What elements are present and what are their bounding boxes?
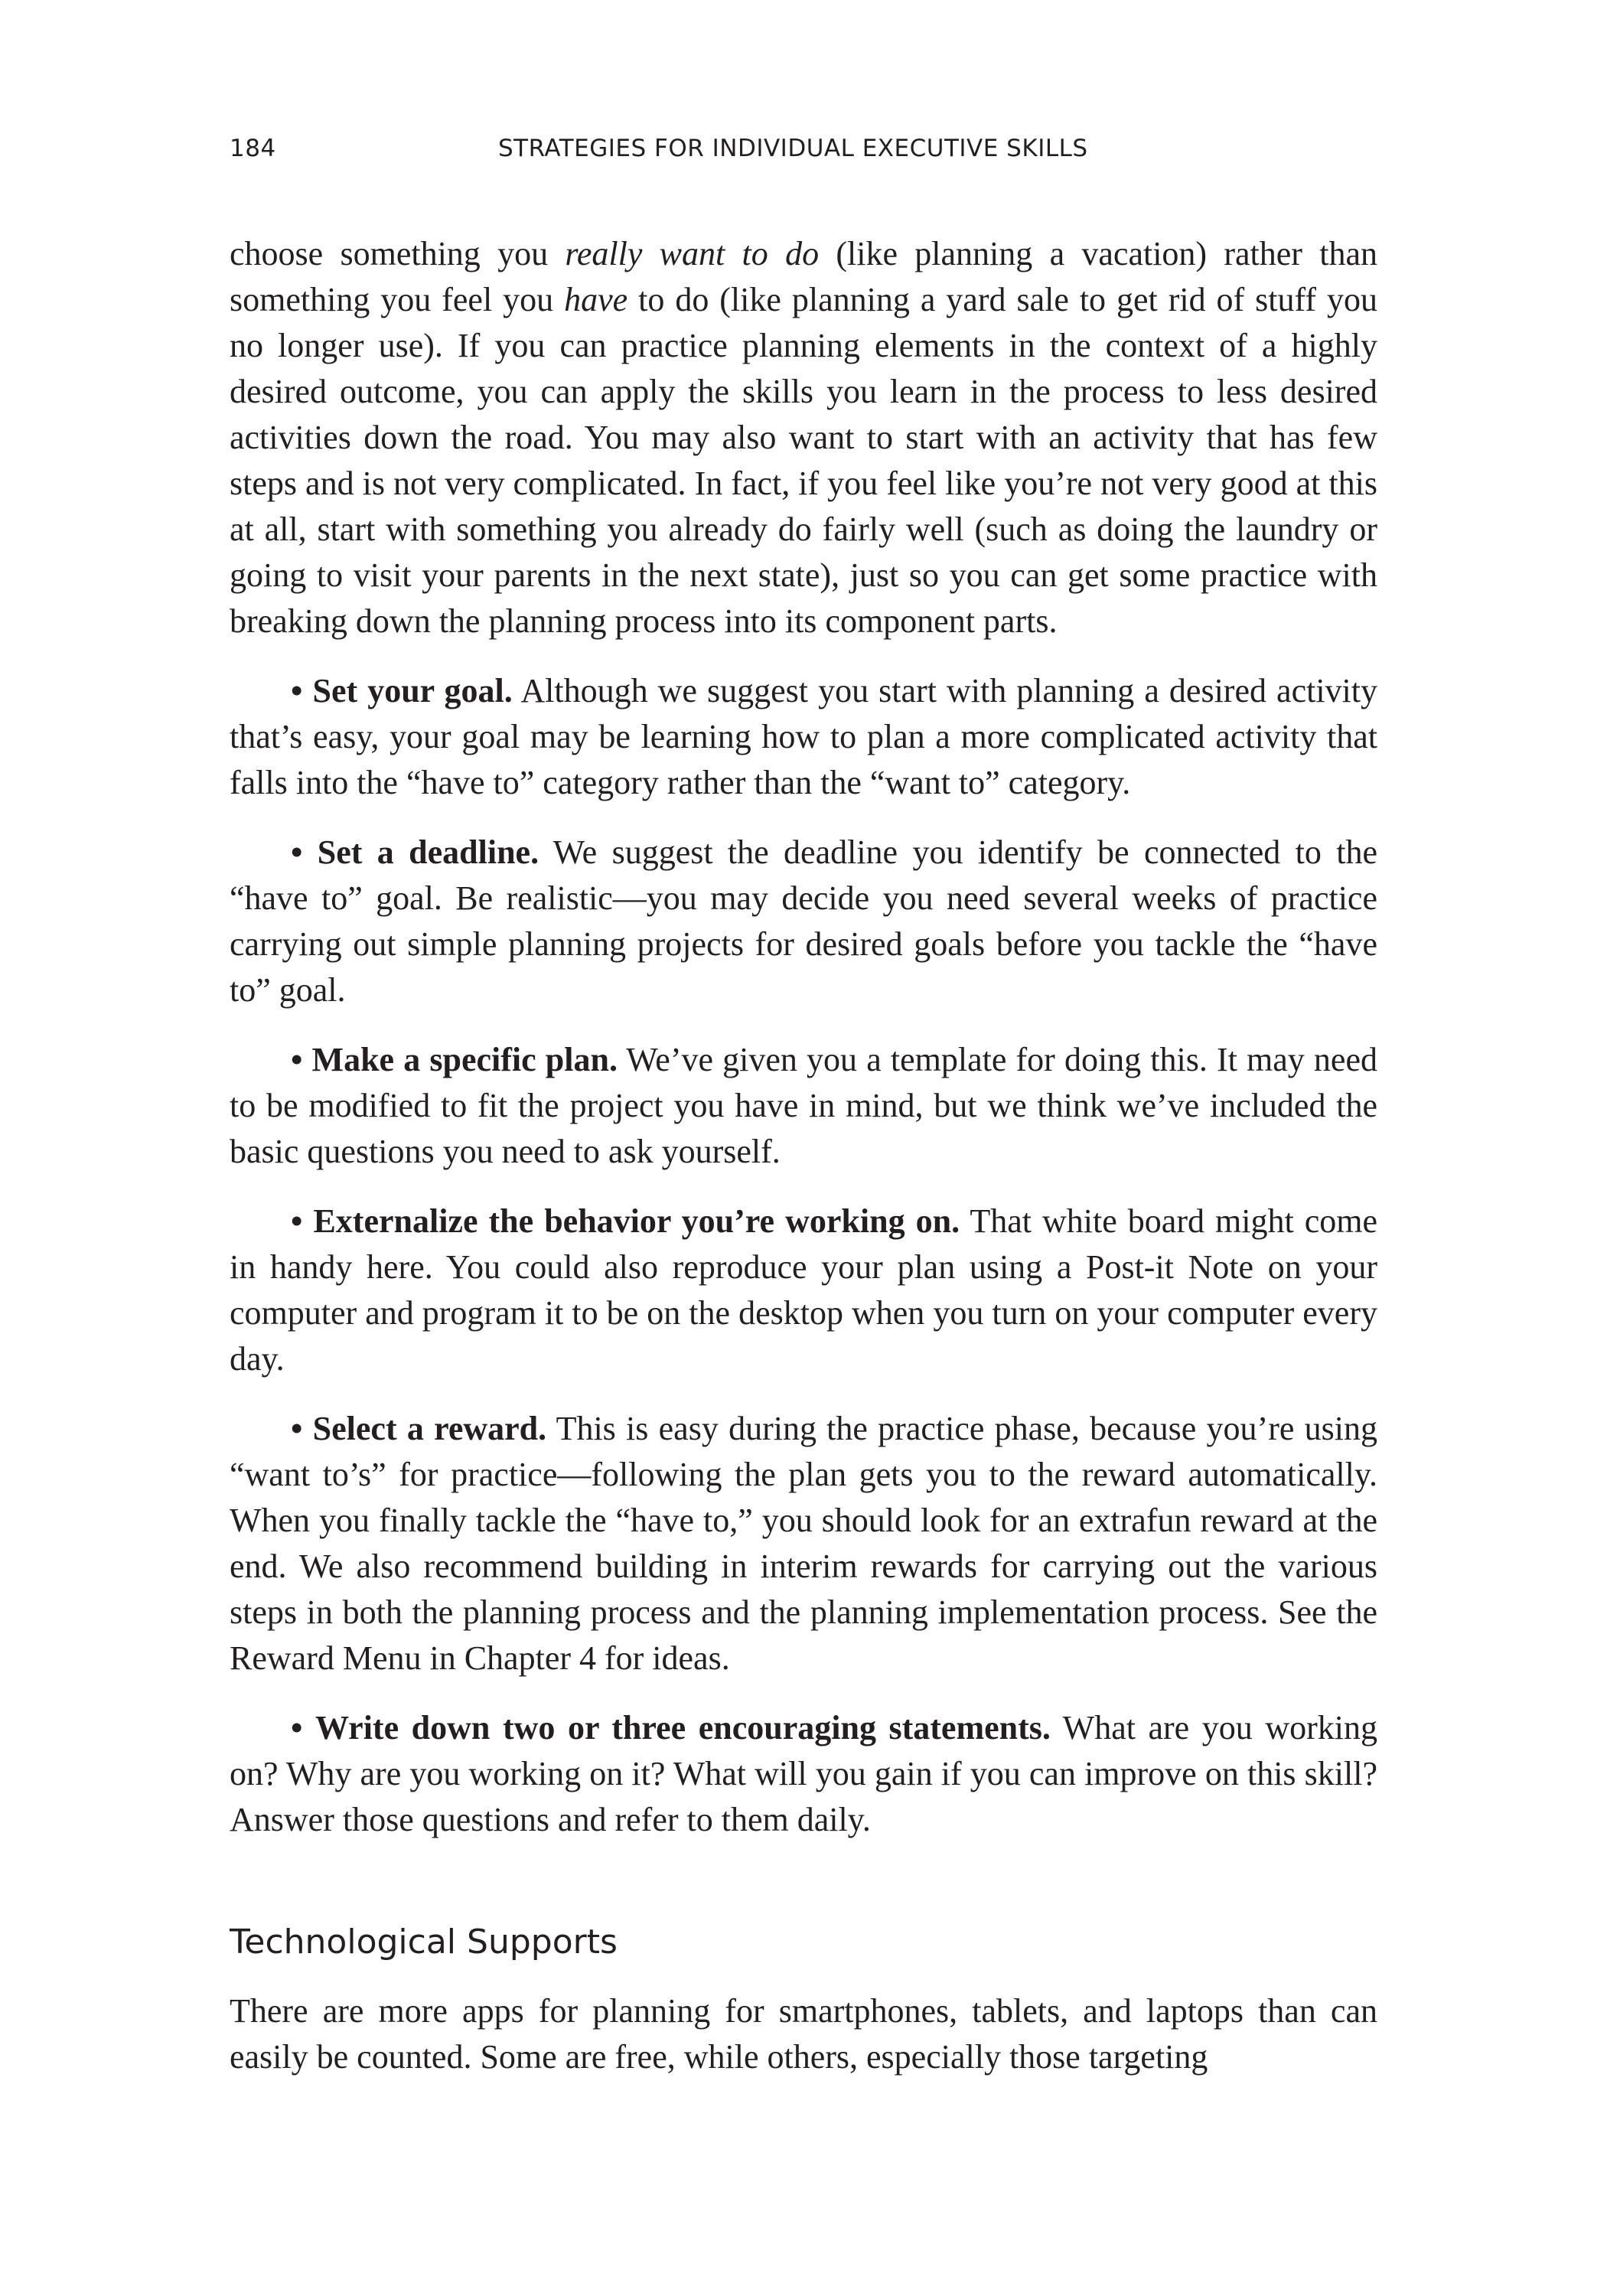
bullet-lead: Set your goal. [312,672,513,709]
bullet-text: We’ve given you a template for doing this. It may need to be modified to fit the project you have in mind, but we think we’ve included the basic questions you need to ask yourself. [230,1041,1377,1170]
bullet-icon: • [291,1202,314,1240]
intro-italic-1: really want to do [565,235,820,272]
page-number: 184 [230,135,276,162]
section-heading: Technological Supports [230,1923,618,1962]
bullet-lead: Make a specific plan. [311,1041,618,1078]
bullet-text: We suggest the deadline you identify be connected to the “have to” goal. Be realistic—you may decide you need several weeks of practice carrying out simple planning projects for desired goals before you tackle the “have to” goal. [230,833,1377,1009]
bullet-icon: • [291,833,318,871]
bullet-icon: • [291,1041,312,1078]
bullet-item-specific-plan [230,1037,1377,1175]
running-head [230,135,1377,181]
intro-italic-2: have [564,281,628,318]
bullet-lead: Externalize the behavior you’re working on. [313,1202,960,1240]
bullet-lead: Set a deadline. [317,833,539,871]
bullet-item-set-deadline [230,830,1377,1013]
bullet-item-externalize [230,1199,1377,1382]
bullet-lead: Select a reward. [312,1410,547,1447]
bullet-text: That white board might come in handy here. You could also reproduce your plan using a Post-it Note on your computer and program it to be on the desktop when you turn on your computer every day. [230,1202,1378,1378]
intro-text-2: (like planning a vacation) rather than something you feel you [230,235,1378,318]
intro-text-1: choose something you [230,235,566,272]
running-title: STRATEGIES FOR INDIVIDUAL EXECUTIVE SKILLS [498,135,1088,162]
bullet-item-encouraging-statements [230,1705,1377,1843]
section-paragraph: There are more apps for planning for smartphones, tablets, and laptops than can easily be counted. Some are free, while others, especially those targeting [230,1992,1377,2076]
bullet-text: What are you working on? Why are you working on it? What will you gain if you can improve on this skill? Answer those questions and refer to them daily. [230,1709,1377,1838]
bullet-lead: Write down two or three encouraging statements. [315,1709,1051,1746]
intro-text-3: to do (like planning a yard sale to get rid of stuff you no longer use). If you can practice planning elements in the context of a highly desired outcome, you can apply the skills you learn in the process to less desired activities down the road. You may also want to start with an activity that has few steps and is not very complicated. In fact, if you feel like you’re not very good at this at all, start with something you already do fairly well (such as doing the laundry or going to visit your parents in the next state), just so you can get some practice with breaking down the planning process into its component parts. [230,281,1377,640]
bullet-text: This is easy during the practice phase, because you’re using “want to’s” for practice—following the plan gets you to the reward automatically. When you finally tackle the “have to,” you should look for an extrafun reward at the end. We also recommend building in interim rewards for carrying out the various steps in both the planning process and the planning implementation process. See the Reward Menu in Chapter 4 for ideas. [230,1410,1377,1677]
bullet-icon: • [291,1709,315,1746]
bullet-icon: • [291,672,313,709]
bullet-text: Although we suggest you start with planning a desired activity that’s easy, your goal may be learning how to plan a more complicated activity that falls into the “have to” category rather than the “want to” category. [230,672,1378,801]
bullet-item-select-reward [230,1406,1377,1681]
bullet-item-set-goal [230,668,1377,806]
intro-paragraph [230,231,1377,644]
bullet-icon: • [291,1410,313,1447]
